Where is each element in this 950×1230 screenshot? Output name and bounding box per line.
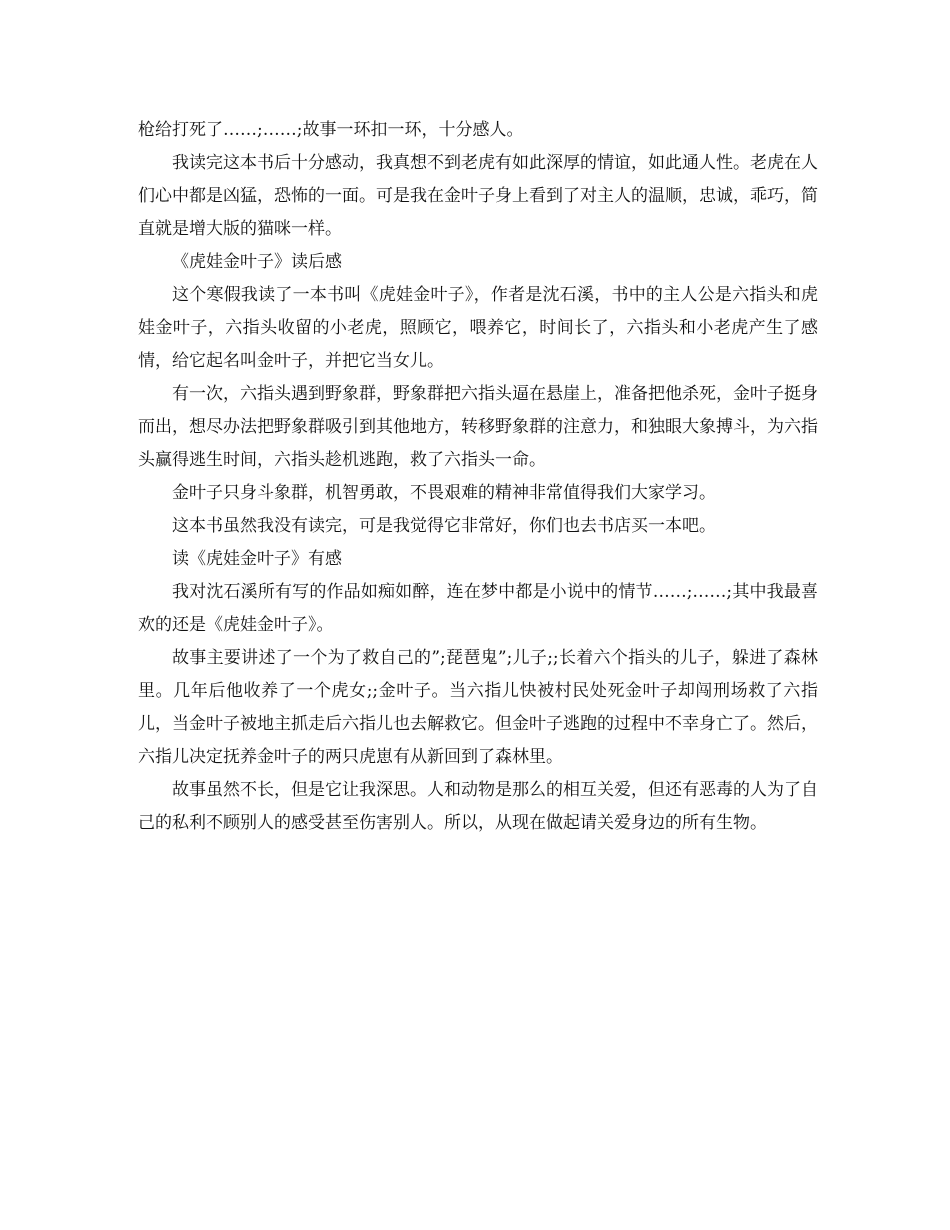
paragraph-continuation: 枪给打死了……;……;故事一环扣一环，十分感人。 [138,120,524,140]
document-body [138,114,818,840]
paragraph: 这个寒假我读了一本书叫《虎娃金叶子》，作者是沈石溪，书中的主人公是六指头和虎娃金叶子，六指头收留的小老虎，照顾它，喂养它，时间长了，六指头和小老虎产生了感情，给它起名叫金叶子，并把它当女儿。 [138,285,818,371]
paragraph: 故事虽然不长，但是它让我深思。人和动物是那么的相互关爱，但还有恶毒的人为了自己的私利不顾别人的感受甚至伤害别人。所以，从现在做起请关爱身边的所有生物。 [138,780,818,833]
section-heading: 《虎娃金叶子》读后感 [172,252,342,272]
paragraph: 我读完这本书后十分感动，我真想不到老虎有如此深厚的情谊，如此通人性。老虎在人们心中都是凶猛，恐怖的一面。可是我在金叶子身上看到了对主人的温顺，忠诚，乖巧，简直就是增大版的猫咪一样。 [138,153,818,239]
paragraph: 故事主要讲述了一个为了救自己的”;琵琶鬼”;儿子;;长着六个指头的儿子，躲进了森林里。几年后他收养了一个虎女;;金叶子。当六指儿快被村民处死金叶子却闯刑场救了六指儿，当金叶子被地主抓走后六指儿也去解救它。但金叶子逃跑的过程中不幸身亡了。然后，六指儿决定抚养金叶子的两只虎崽有从新回到了森林里。 [138,648,818,767]
paragraph: 我对沈石溪所有写的作品如痴如醉，连在梦中都是小说中的情节……;……;其中我最喜欢的还是《虎娃金叶子》。 [138,582,818,635]
paragraph: 这本书虽然我没有读完，可是我觉得它非常好，你们也去书店买一本吧。 [172,516,716,536]
section-heading: 读《虎娃金叶子》有感 [172,549,342,569]
paragraph: 有一次，六指头遇到野象群，野象群把六指头逼在悬崖上，准备把他杀死，金叶子挺身而出，想尽办法把野象群吸引到其他地方，转移野象群的注意力，和独眼大象搏斗，为六指头赢得逃生时间，六指头趁机逃跑，救了六指头一命。 [138,384,818,470]
paragraph: 金叶子只身斗象群，机智勇敢，不畏艰难的精神非常值得我们大家学习。 [172,483,716,503]
